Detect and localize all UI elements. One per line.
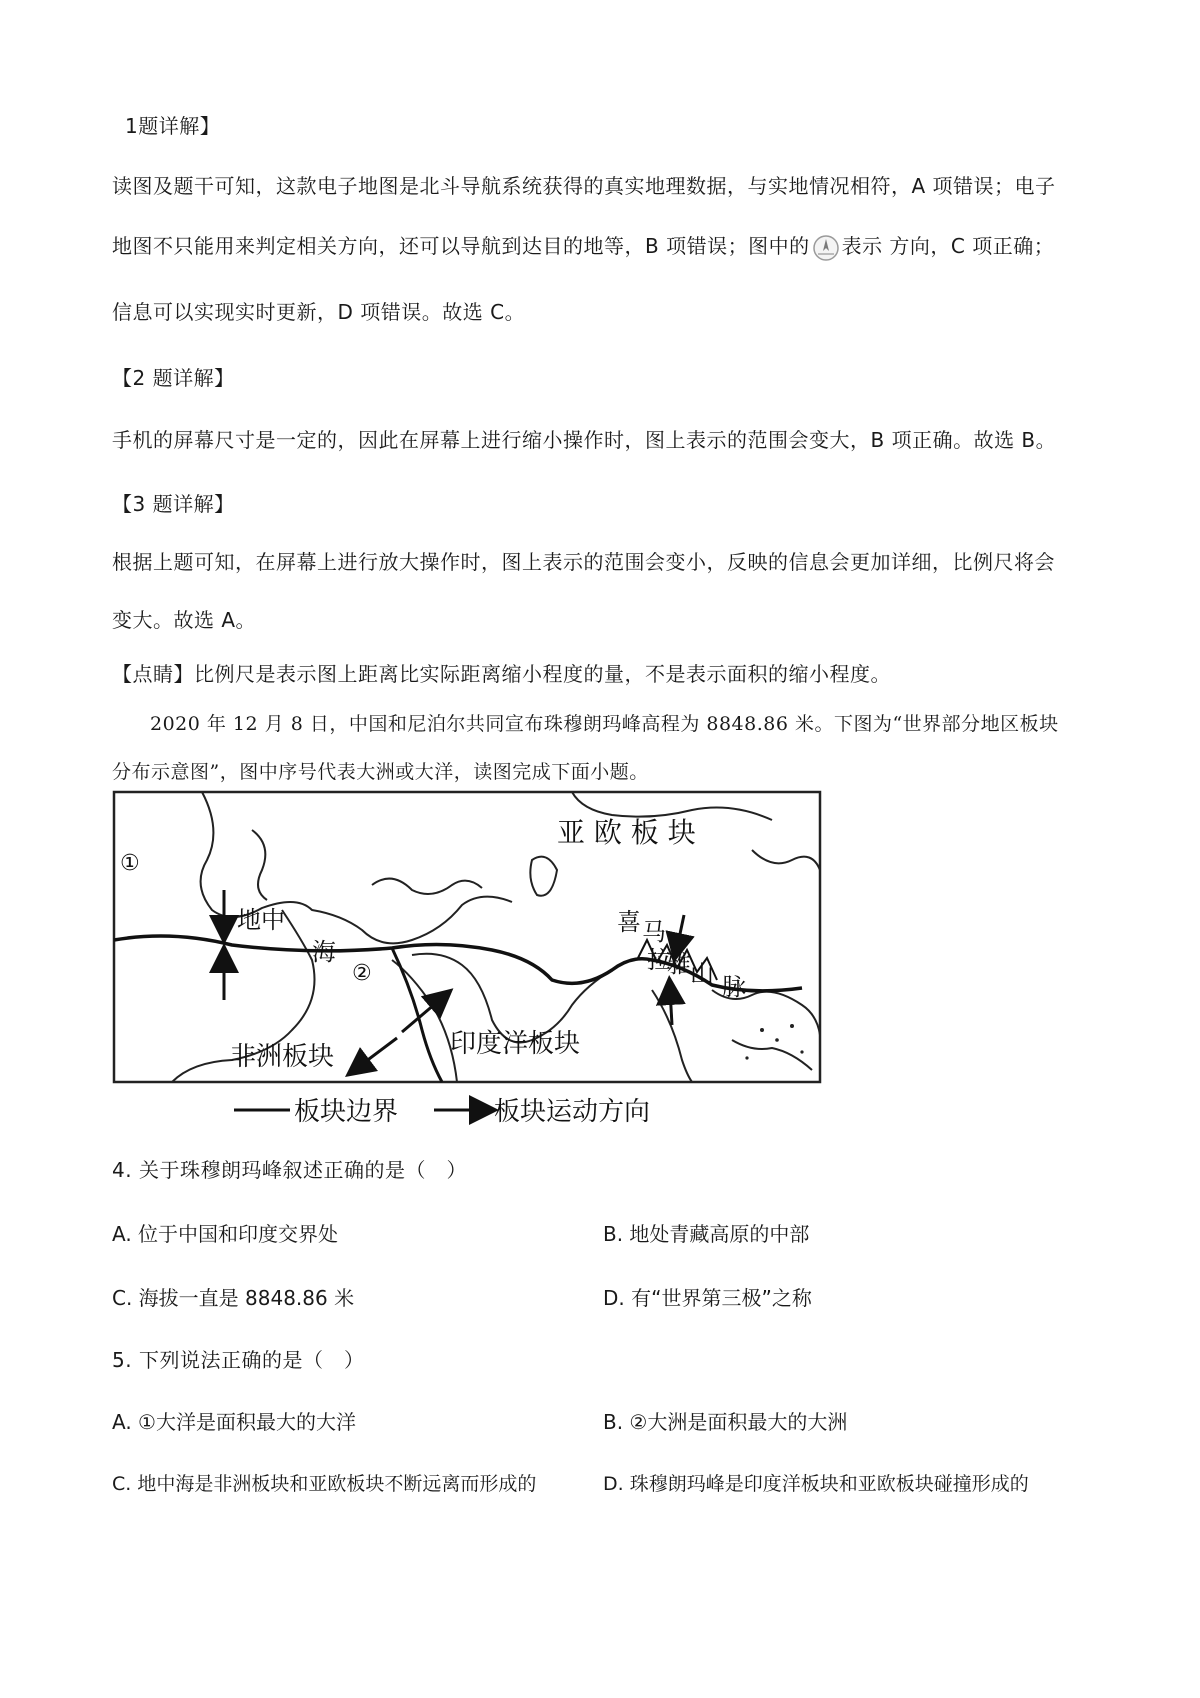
label-him-4: 雅 bbox=[667, 950, 691, 978]
intro-line-2: 分布示意图”，图中序号代表大洲或大洋，读图完成下面小题。 bbox=[112, 761, 649, 783]
label-him-3: 拉 bbox=[647, 946, 671, 974]
question-4-option-a: A. 位于中国和印度交界处 bbox=[112, 1222, 339, 1246]
question-4-stem: 4. 关于珠穆朗玛峰叙述正确的是（ ） bbox=[112, 1158, 467, 1182]
label-circle-1: ① bbox=[120, 851, 140, 876]
section-3-line-1: 根据上题可知，在屏幕上进行放大操作时，图上表示的范围会变小，反映的信息会更加详细，比例尺将会 bbox=[112, 550, 1055, 574]
section-1-line-2 bbox=[112, 232, 1054, 262]
legend-movement-label: 板块运动方向 bbox=[494, 1097, 651, 1127]
question-5-stem: 5. 下列说法正确的是（ ） bbox=[112, 1348, 365, 1372]
tip-text: 比例尺是表示图上距离比实际距离缩小程度的量，不是表示面积的缩小程度。 bbox=[194, 662, 891, 686]
tip-label: 【点睛】 bbox=[112, 662, 194, 686]
legend-boundary-label: 板块边界 bbox=[294, 1097, 399, 1127]
section-1-heading: 1题详解】 bbox=[125, 114, 221, 138]
label-him-5: 山 bbox=[690, 960, 714, 988]
question-5-option-b: B. ②大洲是面积最大的大洲 bbox=[603, 1410, 848, 1434]
question-4-option-c: C. 海拔一直是 8848.86 米 bbox=[112, 1286, 355, 1310]
question-5-option-d: D. 珠穆朗玛峰是印度洋板块和亚欧板块碰撞形成的 bbox=[603, 1473, 1029, 1495]
section-2-line-1: 手机的屏幕尺寸是一定的，因此在屏幕上进行缩小操作时，图上表示的范围会变大，B 项正确。故选 B。 bbox=[112, 428, 1057, 452]
question-5-option-a: A. ①大洋是面积最大的大洋 bbox=[112, 1410, 356, 1434]
question-4-option-d: D. 有“世界第三极”之称 bbox=[603, 1286, 812, 1310]
tip-line bbox=[112, 660, 891, 688]
compass-icon bbox=[812, 234, 840, 262]
section-3-line-2: 变大。故选 A。 bbox=[112, 608, 257, 632]
label-med-2: 海 bbox=[312, 938, 336, 966]
label-eurasian-plate: 亚 欧 板 块 bbox=[557, 816, 696, 849]
section-1-line-2-tail: 表示 方向，C 项正确； bbox=[841, 234, 1055, 258]
intro-line-1: 2020 年 12 月 8 日，中国和尼泊尔共同宣布珠穆朗玛峰高程为 8848.86 米。下图为“世界部分地区板块 bbox=[150, 713, 1059, 735]
section-1-line-3: 信息可以实现实时更新，D 项错误。故选 C。 bbox=[112, 300, 526, 324]
plate-map-figure bbox=[112, 790, 824, 1130]
label-med-1: 地中 bbox=[237, 906, 285, 934]
label-circle-2: ② bbox=[352, 961, 372, 986]
section-2-heading: 【2 题详解】 bbox=[112, 366, 235, 390]
label-him-6: 脉 bbox=[722, 973, 746, 1001]
label-him-2: 马 bbox=[642, 918, 666, 946]
section-1-line-2-text: 地图不只能用来判定相关方向，还可以导航到达目的地等，B 项错误；图中的 bbox=[112, 234, 810, 258]
question-5-option-c: C. 地中海是非洲板块和亚欧板块不断远离而形成的 bbox=[112, 1473, 537, 1495]
question-4-option-b: B. 地处青藏高原的中部 bbox=[603, 1222, 810, 1246]
plate-map bbox=[112, 790, 824, 1130]
label-african-plate: 非洲板块 bbox=[230, 1042, 335, 1072]
section-1-line-1: 读图及题干可知，这款电子地图是北斗导航系统获得的真实地理数据，与实地情况相符，A 项错误；电子 bbox=[112, 174, 1056, 198]
section-3-heading: 【3 题详解】 bbox=[112, 492, 235, 516]
label-him-1: 喜 bbox=[617, 908, 641, 936]
label-indian-plate: 印度洋板块 bbox=[450, 1029, 581, 1059]
